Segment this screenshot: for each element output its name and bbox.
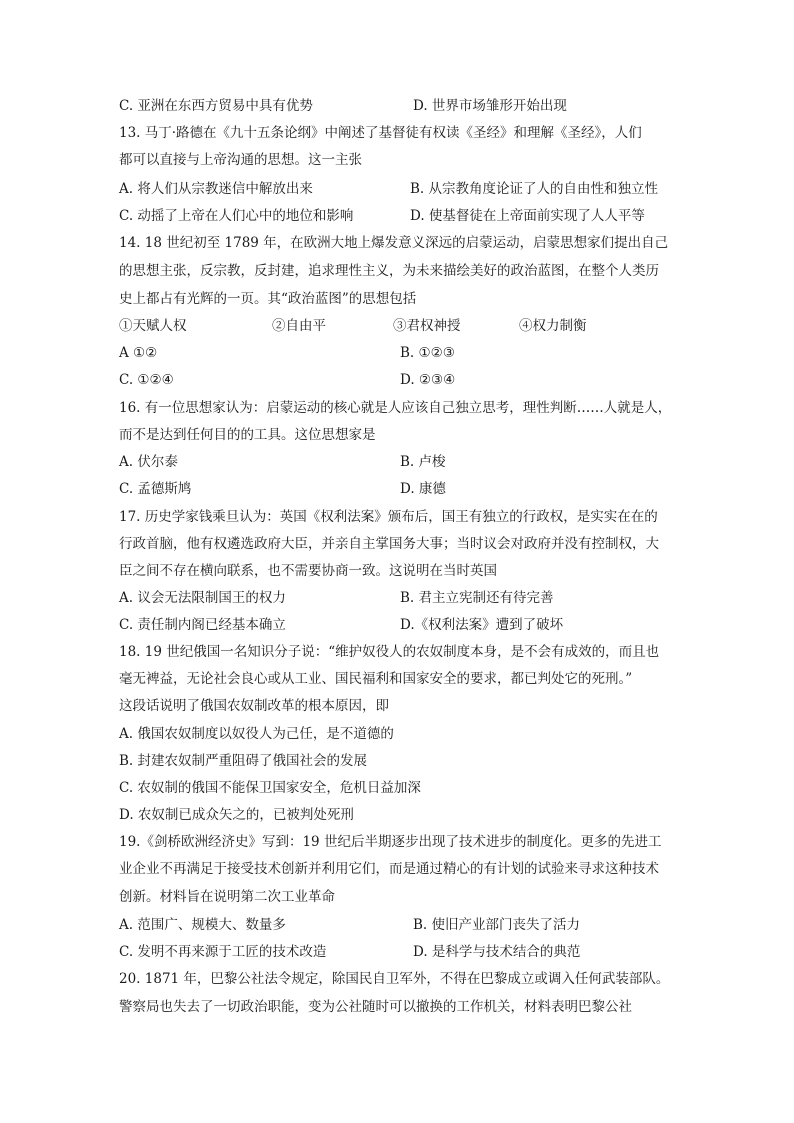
q17-stem-line-2: 行政首脑，他有权遴选政府大臣，并亲自主掌国务大事；当时议会对政府并没有控制权，大 [119,536,659,552]
q20-stem-line-2: 警察局也失去了一切政治职能，变为公社随时可以撤换的工作机关，材料表明巴黎公社 [119,999,632,1015]
q19-option-a[interactable]: A. 范围广、规模大、数量多 [119,917,286,933]
q19-stem-line-3: 创新。材料旨在说明第二次工业革命 [119,889,335,905]
q12-option-c[interactable]: C. 亚洲在东西方贸易中具有优势 [119,98,313,114]
q14-stem-line-3: 史上都占有光辉的一页。其“政治蓝图”的思想包括 [119,291,417,307]
q17-stem-line-1: 17. 历史学家钱乘旦认为：英国《权利法案》颁布后，国王有独立的行政权，是实实在在的 [119,509,658,525]
q16-option-a[interactable]: A. 伏尔泰 [119,454,178,470]
q18-option-b[interactable]: B. 封建农奴制严重阻碍了俄国社会的发展 [119,753,368,769]
q19-option-b[interactable]: B. 使旧产业部门丧失了活力 [413,917,581,933]
q18-stem-line-1: 18. 19 世纪俄国一名知识分子说：“维护奴役人的农奴制度本身，是不会有成效的，而且也 [119,644,660,660]
q18-option-a[interactable]: A. 俄国农奴制度以奴役人为己任，是不道德的 [119,726,394,742]
q13-stem-line-1: 13. 马丁·路德在《九十五条论纲》中阐述了基督徒有权读《圣经》和理解《圣经》，人们 [119,125,642,141]
q14-item-3: ③君权神授 [393,318,461,334]
q19-option-c[interactable]: C. 发明不再来源于工匠的技术改造 [119,944,327,960]
q17-option-c[interactable]: C. 责任制内阁已经基本确立 [119,617,286,633]
q18-stem-line-2: 毫无裨益，无论社会良心或从工业、国民福利和国家安全的要求，都已判处它的死刑。” [119,671,633,687]
q14-stem-line-1: 14. 18 世纪初至 1789 年，在欧洲大地上爆发意义深远的启蒙运动，启蒙思想家们提出自己 [119,235,669,251]
q17-option-a[interactable]: A. 议会无法限制国王的权力 [119,590,286,606]
q14-stem-line-2: 的思想主张，反宗教，反封建，追求理性主义，为未来描绘美好的政治蓝图，在整个人类历 [119,263,659,279]
q16-option-c[interactable]: C. 孟德斯鸠 [119,481,192,497]
q14-option-a[interactable]: A ①② [119,345,158,361]
q19-option-d[interactable]: D. 是科学与技术结合的典范 [413,944,581,960]
q16-option-d[interactable]: D. 康德 [400,481,446,497]
q13-option-d[interactable]: D. 使基督徒在上帝面前实现了人人平等 [410,208,645,224]
q14-option-b[interactable]: B. ①②③ [400,345,455,361]
q17-stem-line-3: 臣之间不存在横向联系，也不需要协商一致。这说明在当时英国 [119,563,497,579]
q12-option-d[interactable]: D. 世界市场雏形开始出现 [413,98,567,114]
q14-option-d[interactable]: D. ②③④ [400,372,456,388]
q19-stem-line-2: 业企业不再满足于接受技术创新并利用它们，而是通过精心的有计划的试验来寻求这种技术 [119,861,659,877]
q18-option-d[interactable]: D. 农奴制已成众矢之的，已被判处死刑 [119,807,354,823]
q13-option-c[interactable]: C. 动摇了上帝在人们心中的地位和影响 [119,208,354,224]
q18-stem-line-3: 这段话说明了俄国农奴制改革的根本原因，即 [119,698,389,714]
q13-option-a[interactable]: A. 将人们从宗教迷信中解放出来 [119,181,313,197]
q18-option-c[interactable]: C. 农奴制的俄国不能保卫国家安全，危机日益加深 [119,780,421,796]
q17-option-b[interactable]: B. 君主立宪制还有待完善 [400,590,554,606]
q16-stem-line-2: 而不是达到任何目的的工具。这位思想家是 [119,427,376,443]
q14-item-4: ④权力制衡 [519,318,587,334]
q14-item-1: ①天赋人权 [119,318,187,334]
q16-option-b[interactable]: B. 卢梭 [400,454,446,470]
q16-stem-line-1: 16. 有一位思想家认为：启蒙运动的核心就是人应该自己独立思考，理性判断……人就是人， [119,400,672,416]
q14-item-2: ②自由平 [272,318,326,334]
q19-stem-line-1: 19.《剑桥欧洲经济史》写到：19 世纪后半期逐步出现了技术进步的制度化。更多的先进工 [119,834,662,850]
q13-option-b[interactable]: B. 从宗教角度论证了人的自由性和独立性 [410,181,659,197]
q20-stem-line-1: 20. 1871 年，巴黎公社法令规定，除国民自卫军外，不得在巴黎成立或调入任何武装部队。 [119,971,670,987]
q17-option-d[interactable]: D.《权利法案》遭到了破坏 [400,617,564,633]
q14-option-c[interactable]: C. ①②④ [119,372,174,388]
q13-stem-line-2: 都可以直接与上帝沟通的思想。这一主张 [119,152,362,168]
